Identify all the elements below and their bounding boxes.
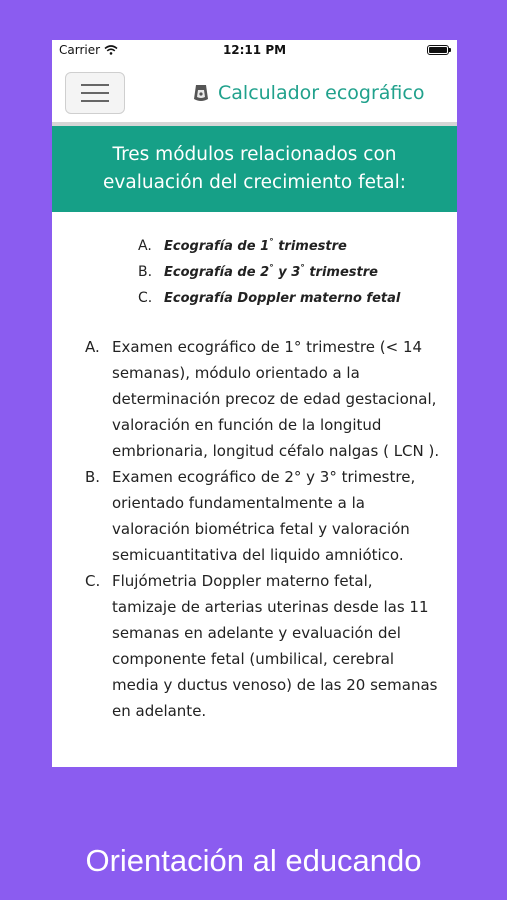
list-marker: B. xyxy=(138,264,153,280)
hamburger-menu-icon[interactable] xyxy=(65,72,125,114)
brand[interactable] xyxy=(190,82,424,104)
list-item xyxy=(138,290,457,316)
list-item xyxy=(138,264,457,290)
module-summary-list xyxy=(138,238,457,316)
promo-caption: Orientación al educando xyxy=(85,843,422,878)
module-title: Ecografía Doppler materno fetal xyxy=(164,291,401,306)
carrier-label: Carrier xyxy=(59,43,101,57)
ultrasound-probe-icon xyxy=(190,82,212,104)
navbar xyxy=(52,60,457,126)
list-marker: A. xyxy=(85,338,100,356)
battery-icon xyxy=(427,45,449,55)
list-marker: C. xyxy=(138,290,153,306)
banner-line-1: Tres módulos relacionados con xyxy=(112,144,397,165)
module-title: Ecografía de 2° y 3° trimestre xyxy=(164,263,378,280)
module-description: Flujómetria Doppler materno fetal, tamizaje de arterias uterinas desde las 11 semanas en adelante y evaluación del componente fetal (umbilical, cerebral media y ductus venoso) de las 20 semanas en adelante. xyxy=(112,572,438,720)
module-description: Examen ecográfico de 2° y 3° trimestre, orientado fundamentalmente a la valoración biométrica fetal y valoración semicuantitativa del liquido amniótico. xyxy=(112,468,416,564)
module-description-list xyxy=(85,334,441,724)
banner-line-2: evaluación del crecimiento fetal: xyxy=(103,172,406,193)
main-content xyxy=(52,212,457,724)
status-bar xyxy=(52,40,457,60)
list-item xyxy=(138,238,457,264)
section-banner xyxy=(52,126,457,212)
list-item xyxy=(85,464,441,568)
list-item xyxy=(85,334,441,464)
list-marker: C. xyxy=(85,572,101,590)
module-title: Ecografía de 1° trimestre xyxy=(164,237,347,254)
module-description: Examen ecográfico de 1° trimestre (< 14 semanas), módulo orientado a la determinación precoz de edad gestacional, valoración en función de la longitud embrionaria, longitud céfalo nalgas ( LCN ). xyxy=(112,338,440,460)
list-marker: A. xyxy=(138,238,152,254)
list-item xyxy=(85,568,441,724)
clock: 12:11 PM xyxy=(222,43,287,57)
phone-screen xyxy=(52,40,457,767)
list-marker: B. xyxy=(85,468,101,486)
app-title: Calculador ecográfico xyxy=(218,82,425,104)
